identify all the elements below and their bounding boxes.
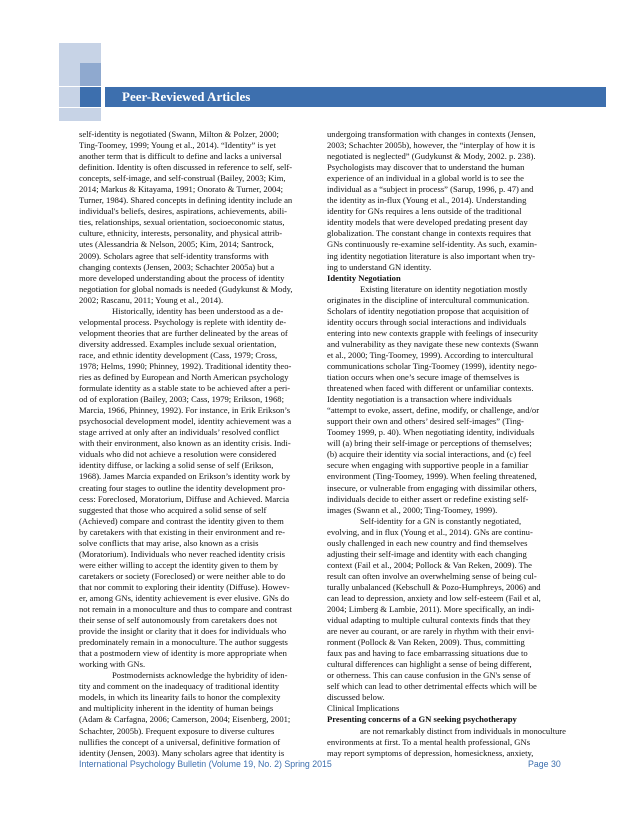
text-line: suggested that those who acquired a solid sense of self: [79, 504, 267, 515]
text-line: Scholars of identity negotiation propose that acquisition of: [327, 305, 529, 316]
text-line: 1978; Helms, 1990; Phinney, 1992). Traditional identity theo-: [79, 360, 292, 371]
text-line: creating four stages to outline the identity development pro-: [79, 482, 286, 493]
text-line: stage arrived at only after an individuals’ resolved conflict: [79, 427, 280, 438]
text-line: will (a) bring their self-image or perceptions of themselves;: [327, 438, 532, 449]
text-line: 2004; Limberg & Lambie, 2011). More specifically, an indi-: [327, 604, 535, 615]
text-line: Ting-Toomey, 1999; Young et al., 2014). “Identity” is yet: [79, 140, 276, 151]
text-line: (Adam & Carfagna, 2006; Camerson, 2004; Eisenberg, 2001;: [79, 714, 291, 725]
text-line: Schachter, 2005b). Frequent exposure to diverse cultures: [79, 725, 275, 736]
text-line: tiation occurs when one’s secure image of themselves is: [327, 372, 520, 383]
text-line: result can often involve an overwhelming sense of being cul-: [327, 570, 537, 581]
text-line: predominately remain in a monoculture. The author suggests: [79, 637, 288, 648]
text-line: od of exploration (Bailey, 2003; Cass, 1979; Erikson, 1968;: [79, 394, 284, 405]
text-line: are never au courant, or are rarely in rhythm with their envi-: [327, 626, 535, 637]
text-line: GNs continuously re-examine self-identity. As such, examin-: [327, 239, 537, 250]
text-line: with their environment, also known as an identity crisis. Indi-: [79, 438, 291, 449]
text-line: their sense of self autonomously from caretakers does not: [79, 615, 278, 626]
text-line: that nor commit to exploring their identity (Diffuse). Howev-: [79, 581, 290, 592]
text-line: communications scholar Ting-Toomey (1999), identity nego-: [327, 360, 537, 371]
text-line: and vulnerability as they navigate these new contexts (Swann: [327, 338, 539, 349]
text-line: culture, ethnicity, interests, personality, and physical attrib-: [79, 228, 283, 239]
text-line: “attempt to evoke, assert, define, modify, or challenge, and/or: [327, 405, 540, 416]
text-line: threatened when faced with different or unfamiliar contexts.: [327, 383, 534, 394]
text-line: faux pas and having to face embarrassing situations due to: [327, 648, 528, 659]
text-line: velopment theories that are further delineated by the areas of: [79, 327, 288, 338]
text-line: tity and comment on the inadequacy of traditional identity: [79, 681, 279, 692]
text-line: Toomey 1999, p. 40). When negotiating identity, individuals: [327, 427, 535, 438]
text-line: viduals who did not achieve a resolution were considered: [79, 449, 277, 460]
text-line: (Achieved) compare and contrast the identity given to them: [79, 515, 284, 526]
text-line: turally unbalanced (Kebschull & Pozo-Humphreys, 2006) and: [327, 581, 541, 592]
text-line: Identity negotiation is a transaction where individuals: [327, 394, 512, 405]
text-line: images (Swann et al., 2000; Ting-Toomey, 1999).: [327, 504, 498, 515]
text-line: that a postmodern view of identity is more appropriate when: [79, 648, 287, 659]
text-line: negotiated is neglected” (Gudykunst & Mody, 2002. p. 238).: [327, 151, 536, 162]
text-line: diversity addressed. Examples include sexual orientation,: [79, 338, 277, 349]
text-line: negotiation for global nomads is needed (Gudykunst & Mody,: [79, 283, 293, 294]
text-line: globalization. The constant change in contexts requires that: [327, 228, 532, 239]
text-line: entering into new contexts grapple with feelings of insecurity: [327, 327, 538, 338]
text-line: working with GNs.: [79, 659, 146, 670]
text-line: secure when engaging with supportive people in a familiar: [327, 460, 529, 471]
text-line: ing identity negotiation literature is also important when try-: [327, 250, 536, 261]
text-line: or otherness. This can cause confusion in the GN's sense of: [327, 670, 531, 681]
text-line: utes (Alessandria & Nelson, 2005; Kim, 2014; Santrock,: [79, 239, 274, 250]
text-line: experience of an individual in a global world is to see the: [327, 173, 524, 184]
text-line: identity for GNs requires a lens outside of the traditional: [327, 206, 522, 217]
text-line: Self-identity for a GN is constantly negotiated,: [360, 515, 522, 526]
header-decoration-dark-left: [80, 87, 101, 107]
text-line: (Moratorium). Individuals who never reached identity crisis: [79, 548, 285, 559]
text-line: identity (Jensen, 2003). Many scholars agree that identity is: [79, 747, 285, 758]
section-heading: Identity Negotiation: [327, 272, 401, 283]
footer-page-number: Page 30: [528, 759, 561, 769]
text-line: Postmodernists acknowledge the hybridity of iden-: [112, 670, 288, 681]
text-line: provide the insight or clarity that it does for individuals who: [79, 626, 287, 637]
text-line: ronment (Pollock & Van Reken, 2009). Thus, committing: [327, 637, 525, 648]
text-line: undergoing transformation with changes in contexts (Jensen,: [327, 129, 536, 139]
text-line: formulate identity as a stable state to be achieved after a peri-: [79, 383, 291, 394]
text-line: solve conflicts that may arise, also known as a crisis: [79, 537, 259, 548]
text-line: velopmental process. Psychology is replete with identity de-: [79, 316, 287, 327]
text-line: cultural differences can highlight a sense of being different,: [327, 659, 532, 670]
text-line: self-identity is negotiated (Swann, Milton & Polzer, 2000;: [79, 129, 279, 139]
text-line: were either willing to accept the identity given to them by: [79, 559, 279, 570]
text-line: more developed understanding about the process of identity: [79, 272, 285, 283]
text-line: Psychologists may discover that to understand the human: [327, 162, 525, 173]
text-line: support their own and others’ desired self-images” (Ting-: [327, 416, 524, 427]
text-line: may report symptoms of depression, homesickness, anxiety,: [327, 747, 534, 758]
text-line: 2009). Scholars agree that self-identity transforms with: [79, 250, 269, 261]
text-line: identity diffuse, or lacking a solid sense of self (Erikson,: [79, 460, 274, 471]
footer-journal-citation: International Psychology Bulletin (Volume 19, No. 2) Spring 2015: [79, 759, 332, 769]
text-line: (b) acquire their identity via social interactions, and (c) feel: [327, 449, 532, 460]
text-line: caretakers or society (Foreclosed) or were neither able to do: [79, 570, 286, 581]
body-column-right: [327, 129, 566, 759]
text-line: vidual adapting to multiple cultural contexts finds that they: [327, 615, 531, 626]
text-line: context (Fail et al., 2004; Pollock & Van Reken, 2009). The: [327, 559, 532, 570]
text-line: identity occurs through social interactions and individuals: [327, 316, 527, 327]
text-line: 2003; Schachter 2005b), however, the “interplay of how it is: [327, 140, 535, 151]
text-line: psychosocial development model, identity achievement was a: [79, 416, 292, 427]
text-line: the identity as in-flux (Young et al., 2014). Understanding: [327, 195, 527, 206]
text-line: environment (Ting-Toomey, 1999). When feeling threatened,: [327, 471, 537, 482]
text-line: et al., 2000; Ting-Toomey, 1999). According to intercultural: [327, 349, 534, 360]
header-decoration-mid-top: [80, 63, 101, 86]
text-line: er, among GNs, identity achievement is ever elusive. GNs do: [79, 592, 290, 603]
text-line: concepts, self-image, and self-construal (Bailey, 2003; Kim,: [79, 173, 286, 184]
text-line: not remain in a monoculture and thus to compare and contrast: [79, 604, 292, 615]
text-line: ously challenged in each new country and find themselves: [327, 537, 528, 548]
text-line: ties, relationships, sexual orientation, socioeconomic status,: [79, 217, 285, 228]
text-line: adjusting their self-image and identity with each changing: [327, 548, 527, 559]
section-title: Peer-Reviewed Articles: [122, 89, 251, 104]
text-line: 2014; Markus & Kitayama, 1991; Onorato & Turner, 2004;: [79, 184, 283, 195]
text-line: Turner, 1984). Shared concepts in defining identity include an: [79, 195, 293, 206]
text-line: 2002; Rascanu, 2011; Young et al., 2014).: [79, 294, 224, 305]
text-line: and multiplicity inherent in the identity of human beings: [79, 703, 274, 714]
text-line: can lead to depression, anxiety and low self-esteem (Fail et al,: [327, 592, 541, 603]
text-line: definition. Identity is often discussed in reference to self, self-: [79, 162, 293, 173]
text-line: cess: Foreclosed, Moratorium, Diffuse and Achieved. Marcia: [79, 493, 290, 504]
text-line: Clinical Implications: [327, 703, 400, 714]
text-line: ries as defined by European and North American psychology: [79, 372, 289, 383]
text-line: nullifies the concept of a universal, definitive formation of: [79, 736, 281, 747]
body-column-left: [79, 129, 314, 759]
text-line: 1968). James Marcia expanded on Erikson’s identity work by: [79, 471, 291, 482]
text-line: individual as a “subject in process” (Sarup, 1996, p. 47) and: [327, 184, 534, 195]
text-line: evolving, and in flux (Young et al., 2014). GNs are continu-: [327, 526, 533, 537]
section-heading: Presenting concerns of a GN seeking psychotherapy: [327, 714, 517, 725]
text-line: by caretakers with that existing in their environment and re-: [79, 526, 285, 537]
text-line: Historically, identity has been understood as a de-: [112, 305, 284, 316]
text-line: environments at first. To a mental health professional, GNs: [327, 736, 531, 747]
text-line: identity models that were developed predating present day: [327, 217, 528, 228]
text-line: individual's beliefs, desires, aspirations, achievements, abili-: [79, 206, 287, 217]
text-line: Marcia, 1966, Phinney, 1992). For instance, in Erik Erikson’s: [79, 405, 291, 416]
text-line: changing contexts (Jensen, 2003; Schachter 2005a) but a: [79, 261, 275, 272]
text-line: self which can lead to other detrimental effects which will be: [327, 681, 537, 692]
header-decoration-bottom: [59, 108, 101, 121]
text-line: models, in which its linearity fails to honor the complexity: [79, 692, 281, 703]
text-line: individuals decide to either assert or redefine existing self-: [327, 493, 529, 504]
text-line: race, and ethnic identity development (Cass, 1979; Cross,: [79, 349, 278, 360]
text-line: are not remarkably distinct from individuals in monoculture: [360, 725, 566, 736]
text-line: another term that is difficult to define and lacks a universal: [79, 151, 282, 162]
text-line: originates in the discipline of intercultural communication.: [327, 294, 530, 305]
text-line: discussed below.: [327, 692, 385, 703]
text-line: insecure, or vulnerable from engaging with dissimilar others,: [327, 482, 537, 493]
text-line: ing to understand GN identity.: [327, 261, 432, 272]
text-line: Existing literature on identity negotiation mostly: [360, 283, 528, 294]
